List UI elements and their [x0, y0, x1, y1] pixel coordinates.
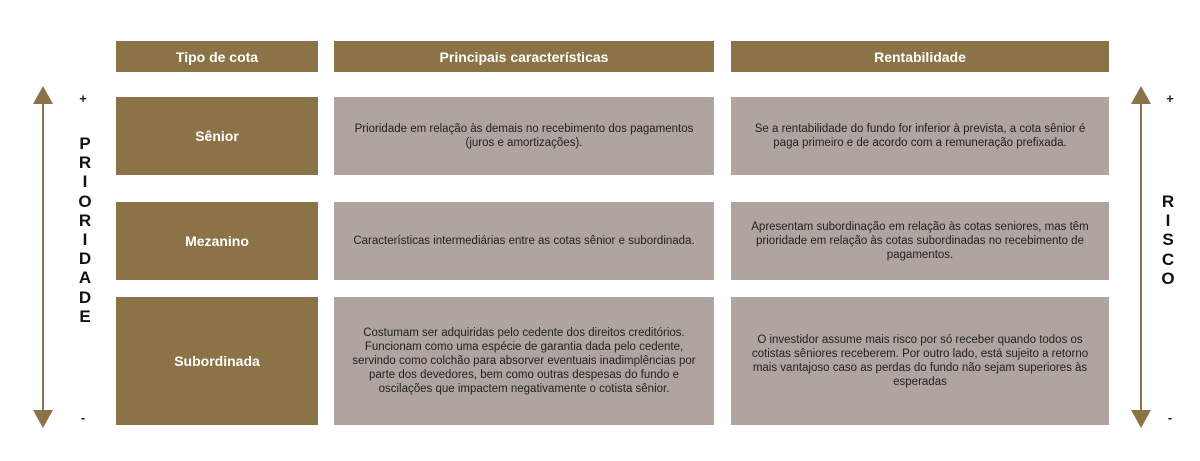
axis-letter: R — [1161, 192, 1175, 211]
return-cell-senior: Se a rentabilidade do fundo for inferior à prevista, a cota sênior é paga primeiro e de acordo com a remuneração prefixada. — [731, 97, 1109, 175]
axis-letter: I — [1165, 211, 1171, 231]
axis-letter: P — [79, 134, 91, 153]
characteristics-cell-mezzanine: Características intermediárias entre as cotas sênior e subordinada. — [334, 202, 714, 280]
axis-letter: I — [82, 172, 88, 192]
left-arrow-down-icon — [33, 410, 53, 428]
axis-letter: R — [78, 210, 92, 230]
left-arrow-line — [42, 102, 44, 414]
axis-letter: I — [82, 230, 88, 250]
characteristics-cell-senior: Prioridade em relação às demais no recebimento dos pagamentos (juros e amortizações). — [334, 97, 714, 175]
header-type: Tipo de cota — [116, 41, 318, 72]
axis-letter: S — [1162, 230, 1174, 250]
axis-letter: R — [78, 153, 92, 173]
type-cell-subordinate: Subordinada — [116, 297, 318, 425]
right-top-sign: + — [1166, 91, 1174, 106]
axis-letter: O — [1161, 268, 1175, 288]
axis-letter: D — [78, 249, 92, 269]
return-cell-subordinate: O investidor assume mais risco por só receber quando todos os cotistas sêniores receberem. Por outro lado, está sujeito a retorno mais vantajoso caso as perdas do fundo não sejam superiores às esperadas — [731, 297, 1109, 425]
right-arrow-down-icon — [1131, 410, 1151, 428]
axis-letter: C — [1161, 249, 1175, 269]
type-cell-senior: Sênior — [116, 97, 318, 175]
axis-letter: O — [78, 191, 92, 211]
axis-letter: D — [78, 287, 92, 307]
right-arrow-line — [1140, 102, 1142, 414]
axis-letter: E — [79, 306, 91, 326]
return-cell-mezzanine: Apresentam subordinação em relação às cotas seniores, mas têm prioridade em relação às cotas subordinadas no recebimento de pagamentos. — [731, 202, 1109, 280]
left-top-sign: + — [79, 91, 87, 106]
header-return: Rentabilidade — [731, 41, 1109, 72]
characteristics-cell-subordinate: Costumam ser adquiridas pelo cedente dos direitos creditórios. Funcionam como uma espécie de garantia dada pelo cedente, servindo como colchão para absorver eventuais inadimplências por parte dos devedores, bem como outras despesas do fundo e oscilações que impactem negativamente o cotista sênior. — [334, 297, 714, 425]
header-characteristics: Principais características — [334, 41, 714, 72]
axis-letter: A — [78, 268, 92, 288]
left-axis-label — [75, 134, 95, 326]
left-bottom-sign: - — [80, 410, 86, 425]
right-bottom-sign: - — [1167, 410, 1173, 425]
type-cell-mezzanine: Mezanino — [116, 202, 318, 280]
right-axis-label — [1158, 192, 1178, 288]
